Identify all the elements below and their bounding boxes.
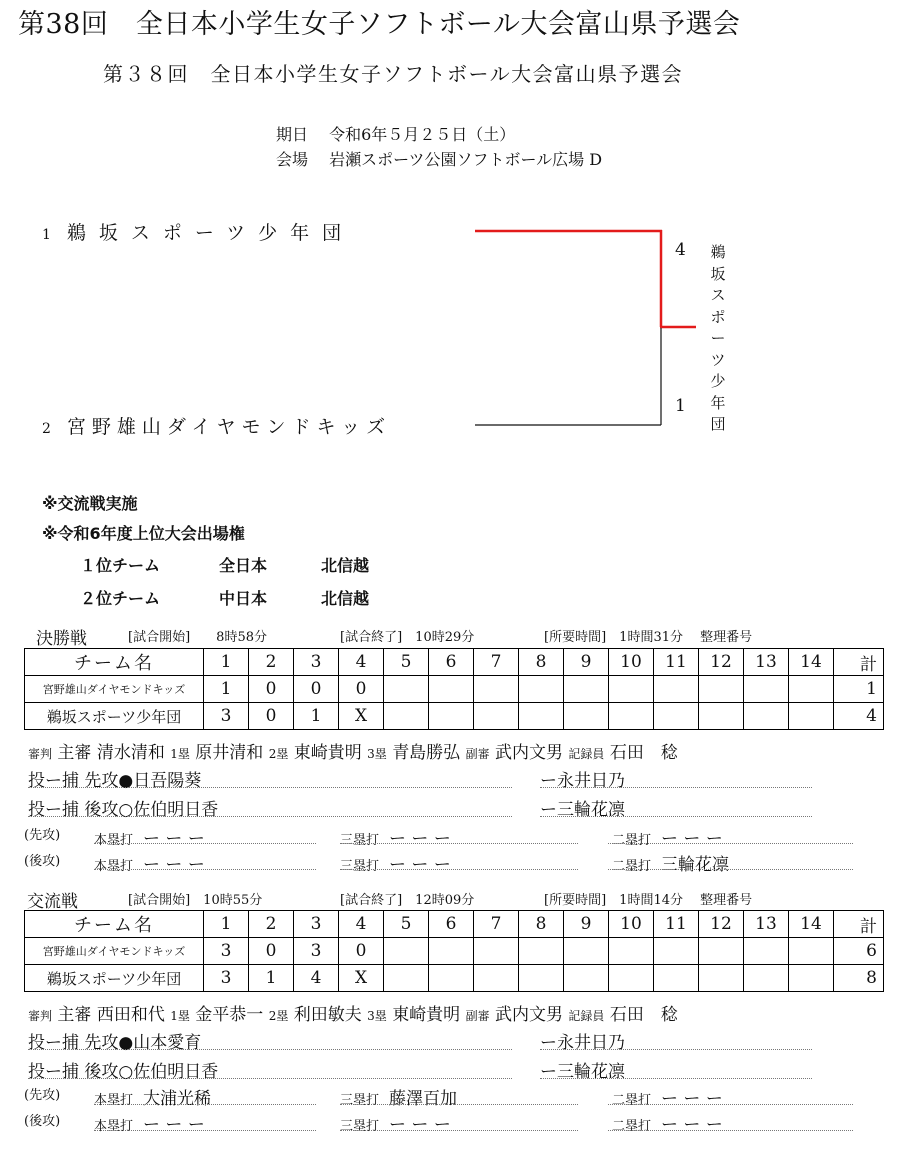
pitcher-name: 佐伯明日香: [133, 1062, 219, 1082]
inning-score: [474, 965, 519, 992]
inning-score: [744, 703, 789, 730]
page-title: 第38回 全日本小学生女子ソフトボール大会富山県予選会: [18, 9, 741, 40]
inning-4-header: 4: [339, 911, 384, 938]
db-label: 二塁打: [612, 1093, 652, 1108]
chief-umpire: 西田和代: [96, 1005, 165, 1025]
game2-catcher-top: ー永井日乃: [540, 1033, 625, 1053]
header-team-name: チーム名: [25, 649, 204, 676]
dotted-line: [608, 1104, 853, 1105]
table-row: [25, 676, 884, 703]
game2-hits-bottom-2b: [612, 1110, 723, 1135]
db-label: 二塁打: [612, 1119, 652, 1134]
db-value: ー ー ー: [661, 1089, 723, 1109]
dotted-line: [340, 869, 578, 870]
inning-14-header: 14: [789, 649, 834, 676]
inning-5-header: 5: [384, 911, 429, 938]
inning-score: 3: [294, 938, 339, 965]
game1-start-time: 8時58分: [216, 630, 267, 645]
inning-8-header: 8: [519, 649, 564, 676]
inning-score: [744, 938, 789, 965]
inning-6-header: 6: [429, 649, 474, 676]
tb-label: 三塁打: [340, 1119, 380, 1134]
game2-end-label: [試合終了]: [340, 893, 403, 908]
game1-duration: [544, 626, 752, 645]
venue-value: 岩瀬スポーツ公園ソフトボール広場 D: [329, 150, 603, 169]
bracket-lines: [0, 0, 900, 460]
db-label: 二塁打: [612, 833, 652, 848]
inning-score: [654, 965, 699, 992]
game1-hits-bottom-side: (後攻): [24, 854, 61, 869]
team-2-name: 宮野雄山ダイヤモンドキッズ: [66, 416, 392, 438]
inning-score: [564, 676, 609, 703]
dotted-line: [28, 787, 512, 788]
battery-label: 投ー捕 後攻: [28, 800, 119, 820]
inning-score: [384, 703, 429, 730]
game1-end-label: [試合終了]: [340, 630, 403, 645]
game1-start-label: [試合開始]: [128, 630, 191, 645]
game2-duration: [544, 889, 752, 908]
dotted-line: [540, 787, 812, 788]
inning-score: [519, 938, 564, 965]
inning-score: [429, 965, 474, 992]
inning-score: X: [339, 965, 384, 992]
base1-umpire: 金平恭一: [195, 1005, 264, 1025]
game2-duration-time: 1時間14分: [619, 893, 683, 908]
sub-umpire: 武内文男: [495, 1005, 564, 1025]
inning-12-header: 12: [699, 649, 744, 676]
game1-hits-bottom-2b: [612, 850, 729, 875]
dotted-line: [340, 1130, 578, 1131]
inning-score: [564, 965, 609, 992]
pitcher-name: 佐伯明日香: [133, 800, 219, 820]
game2-end-time: 12時09分: [415, 893, 475, 908]
inning-score: [654, 676, 699, 703]
bracket-winner: 鵜坂スポーツ少年団: [710, 243, 726, 433]
base1-label: 1塁: [170, 1009, 190, 1023]
total-header: 計: [834, 911, 884, 938]
inning-14-header: 14: [789, 911, 834, 938]
dotted-line: [28, 1049, 512, 1050]
hr-label: 本塁打: [94, 833, 134, 848]
chief-umpire: 清水清和: [96, 743, 165, 763]
hr-value: ー ー ー: [143, 1115, 205, 1135]
game2-round: 交流戦: [27, 892, 78, 912]
dotted-line: [608, 1130, 853, 1131]
game2-start: [128, 889, 262, 908]
inning-score: 0: [249, 703, 294, 730]
hr-value: 大浦光稀: [143, 1089, 212, 1109]
inning-score: [744, 676, 789, 703]
rank-2-a: 中日本: [219, 589, 268, 608]
header-team-name: チーム名: [25, 911, 204, 938]
inning-score: [384, 965, 429, 992]
base3-umpire: 青島勝弘: [392, 743, 461, 763]
hr-value: ー ー ー: [143, 855, 205, 875]
game1-hits-bottom-hr: [94, 850, 205, 875]
inning-score: 4: [294, 965, 339, 992]
tb-label: 三塁打: [340, 859, 380, 874]
rank-1-label: １位チーム: [80, 556, 161, 575]
base2-umpire: 利田敏夫: [293, 1005, 362, 1025]
inning-score: 0: [339, 676, 384, 703]
inning-score: [474, 703, 519, 730]
game2-catcher-bottom: ー三輪花凛: [540, 1062, 625, 1082]
game1-hits-bottom-3b: [340, 850, 451, 875]
game1-umpires: [28, 738, 678, 763]
hr-label: 本塁打: [94, 1119, 134, 1134]
scoreboard-header-row: [25, 911, 884, 938]
team-name-cell: 鵜坂スポーツ少年団: [25, 965, 204, 992]
inning-12-header: 12: [699, 911, 744, 938]
inning-8-header: 8: [519, 911, 564, 938]
inning-score: [789, 938, 834, 965]
inning-score: [519, 965, 564, 992]
inning-1-header: 1: [204, 649, 249, 676]
game2-hits-bottom-hr: [94, 1110, 205, 1135]
battery-mark: ○: [118, 800, 134, 820]
inning-2-header: 2: [249, 649, 294, 676]
dotted-line: [540, 1049, 812, 1050]
total-score: 1: [834, 676, 884, 703]
recorder: 石田 稔: [609, 1005, 678, 1025]
game1-start: [128, 626, 267, 645]
team-1-score: 4: [675, 240, 686, 260]
inning-score: [564, 703, 609, 730]
inning-score: [609, 676, 654, 703]
inning-score: [789, 703, 834, 730]
chief-umpire-label: 主審: [57, 743, 92, 763]
inning-score: [699, 676, 744, 703]
table-row: [25, 965, 884, 992]
total-score: 8: [834, 965, 884, 992]
team-2-score: 1: [675, 396, 686, 416]
date-value: 令和6年５月２５日（土）: [329, 125, 516, 144]
base3-label: 3塁: [367, 747, 387, 761]
team-name-cell: 宮野雄山ダイヤモンドキッズ: [25, 676, 204, 703]
game2-duration-label: [所要時間]: [544, 893, 607, 908]
game1-hits-top-3b: [340, 824, 451, 849]
game1-hits-top-hr: [94, 824, 205, 849]
base3-label: 3塁: [367, 1009, 387, 1023]
inning-score: [699, 938, 744, 965]
game1-scoreboard: [24, 648, 884, 730]
inning-score: [699, 703, 744, 730]
battery-label: 投ー捕 後攻: [28, 1062, 119, 1082]
game1-catcher-bottom: ー三輪花凛: [540, 800, 625, 820]
dotted-line: [94, 843, 316, 844]
table-row: [25, 938, 884, 965]
inning-score: [519, 703, 564, 730]
inning-10-header: 10: [609, 649, 654, 676]
inning-score: 0: [294, 676, 339, 703]
game2-hits-bottom-3b: [340, 1110, 451, 1135]
tb-value: 藤澤百加: [389, 1089, 458, 1109]
inning-score: [429, 676, 474, 703]
inning-score: [609, 965, 654, 992]
rank-1-b: 北信越: [321, 556, 370, 575]
inning-score: 3: [204, 965, 249, 992]
dotted-line: [608, 843, 853, 844]
rank-2-label: ２位チーム: [80, 589, 161, 608]
date-label: 期日: [276, 125, 309, 144]
inning-score: [564, 938, 609, 965]
inning-score: 0: [249, 938, 294, 965]
inning-11-header: 11: [654, 911, 699, 938]
note-qualification: ※令和6年度上位大会出場権: [42, 524, 245, 543]
game2-hits-top-3b: [340, 1084, 457, 1109]
hr-label: 本塁打: [94, 859, 134, 874]
battery-mark: ●: [118, 771, 134, 791]
game2-start-label: [試合開始]: [128, 893, 191, 908]
recorder-label: 記録員: [568, 1009, 605, 1023]
game1-hits-top-2b: [612, 824, 723, 849]
dotted-line: [340, 843, 578, 844]
umpire-label: 審判: [28, 1009, 53, 1023]
game1-ref-label: 整理番号: [700, 630, 753, 645]
tb-value: ー ー ー: [389, 855, 451, 875]
game1-round: 決勝戦: [36, 629, 87, 649]
team-name-cell: 鵜坂スポーツ少年団: [25, 703, 204, 730]
dotted-line: [540, 1078, 812, 1079]
inning-4-header: 4: [339, 649, 384, 676]
base2-umpire: 東崎貴明: [293, 743, 362, 763]
inning-score: [744, 965, 789, 992]
pitcher-name: 山本愛育: [133, 1033, 202, 1053]
game1-hits-top-side: (先攻): [24, 828, 61, 843]
inning-9-header: 9: [564, 911, 609, 938]
battery-mark: ●: [118, 1033, 134, 1053]
game2-start-time: 10時55分: [203, 893, 263, 908]
game1-catcher-top: ー永井日乃: [540, 771, 625, 791]
scoreboard-header-row: [25, 649, 884, 676]
game1-end: [340, 626, 474, 645]
inning-score: [429, 938, 474, 965]
inning-10-header: 10: [609, 911, 654, 938]
inning-11-header: 11: [654, 649, 699, 676]
inning-score: 3: [204, 938, 249, 965]
game2-hits-bottom-side: (後攻): [24, 1114, 61, 1129]
dotted-line: [28, 816, 512, 817]
base2-label: 2塁: [268, 747, 289, 761]
tb-label: 三塁打: [340, 833, 380, 848]
game2-ref-label: 整理番号: [700, 893, 753, 908]
table-row: [25, 703, 884, 730]
venue-label: 会場: [276, 150, 309, 169]
team-1-name: 鵜坂スポーツ少年団: [66, 222, 355, 244]
rank-1-a: 全日本: [219, 556, 268, 575]
game2-umpires: [28, 1000, 678, 1025]
base2-label: 2塁: [268, 1009, 289, 1023]
dotted-line: [94, 1130, 316, 1131]
inning-score: [789, 965, 834, 992]
dotted-line: [608, 869, 853, 870]
dotted-line: [94, 1104, 316, 1105]
inning-7-header: 7: [474, 649, 519, 676]
game1-duration-time: 1時間31分: [619, 630, 683, 645]
tb-value: ー ー ー: [389, 1115, 451, 1135]
game2-scoreboard: [24, 910, 884, 992]
inning-score: [384, 938, 429, 965]
sub-umpire: 武内文男: [495, 743, 564, 763]
inning-score: 1: [204, 676, 249, 703]
inning-3-header: 3: [294, 911, 339, 938]
dotted-line: [340, 1104, 578, 1105]
umpire-label: 審判: [28, 747, 53, 761]
game1-duration-label: [所要時間]: [544, 630, 607, 645]
chief-umpire-label: 主審: [57, 1005, 92, 1025]
db-value: ー ー ー: [661, 1115, 723, 1135]
hr-value: ー ー ー: [143, 829, 205, 849]
pitcher-name: 日吾陽葵: [133, 771, 202, 791]
base1-umpire: 原井清和: [195, 743, 264, 763]
team-2-number: 2: [42, 421, 51, 437]
hr-label: 本塁打: [94, 1093, 134, 1108]
inning-2-header: 2: [249, 911, 294, 938]
inning-score: X: [339, 703, 384, 730]
db-value: 三輪花凛: [661, 855, 730, 875]
inning-score: 1: [294, 703, 339, 730]
tb-label: 三塁打: [340, 1093, 380, 1108]
battery-label: 投ー捕 先攻: [28, 771, 119, 791]
sub-umpire-label: 副審: [465, 747, 490, 761]
note-exchange-game: ※交流戦実施: [42, 494, 138, 513]
inning-score: [474, 676, 519, 703]
recorder: 石田 稔: [609, 743, 678, 763]
game2-hits-top-2b: [612, 1084, 723, 1109]
team-name-cell: 宮野雄山ダイヤモンドキッズ: [25, 938, 204, 965]
recorder-label: 記録員: [568, 747, 605, 761]
inning-score: [654, 938, 699, 965]
inning-score: 1: [249, 965, 294, 992]
base1-label: 1塁: [170, 747, 190, 761]
inning-score: [699, 965, 744, 992]
sub-title: 第３８回 全日本小学生女子ソフトボール大会富山県予選会: [103, 62, 684, 86]
inning-1-header: 1: [204, 911, 249, 938]
total-score: 6: [834, 938, 884, 965]
dotted-line: [94, 869, 316, 870]
inning-6-header: 6: [429, 911, 474, 938]
inning-13-header: 13: [744, 911, 789, 938]
tb-value: ー ー ー: [389, 829, 451, 849]
total-score: 4: [834, 703, 884, 730]
battery-mark: ○: [118, 1062, 134, 1082]
inning-score: [654, 703, 699, 730]
inning-score: 0: [249, 676, 294, 703]
inning-score: 0: [339, 938, 384, 965]
game2-hits-top-hr: [94, 1084, 211, 1109]
sub-umpire-label: 副審: [465, 1009, 490, 1023]
inning-score: [609, 703, 654, 730]
inning-score: [474, 938, 519, 965]
inning-9-header: 9: [564, 649, 609, 676]
game1-end-time: 10時29分: [415, 630, 475, 645]
inning-score: 3: [204, 703, 249, 730]
game1-header: [36, 624, 87, 649]
inning-5-header: 5: [384, 649, 429, 676]
inning-score: [609, 938, 654, 965]
game2-header: [27, 887, 78, 912]
inning-score: [789, 676, 834, 703]
inning-13-header: 13: [744, 649, 789, 676]
game2-end: [340, 889, 474, 908]
battery-label: 投ー捕 先攻: [28, 1033, 119, 1053]
inning-score: [384, 676, 429, 703]
db-value: ー ー ー: [661, 829, 723, 849]
inning-3-header: 3: [294, 649, 339, 676]
db-label: 二塁打: [612, 859, 652, 874]
team-1-number: 1: [42, 227, 51, 243]
total-header: 計: [834, 649, 884, 676]
inning-score: [519, 676, 564, 703]
game2-hits-top-side: (先攻): [24, 1088, 61, 1103]
dotted-line: [540, 816, 812, 817]
inning-7-header: 7: [474, 911, 519, 938]
base3-umpire: 東崎貴明: [392, 1005, 461, 1025]
rank-2-b: 北信越: [321, 589, 370, 608]
inning-score: [429, 703, 474, 730]
dotted-line: [28, 1078, 512, 1079]
